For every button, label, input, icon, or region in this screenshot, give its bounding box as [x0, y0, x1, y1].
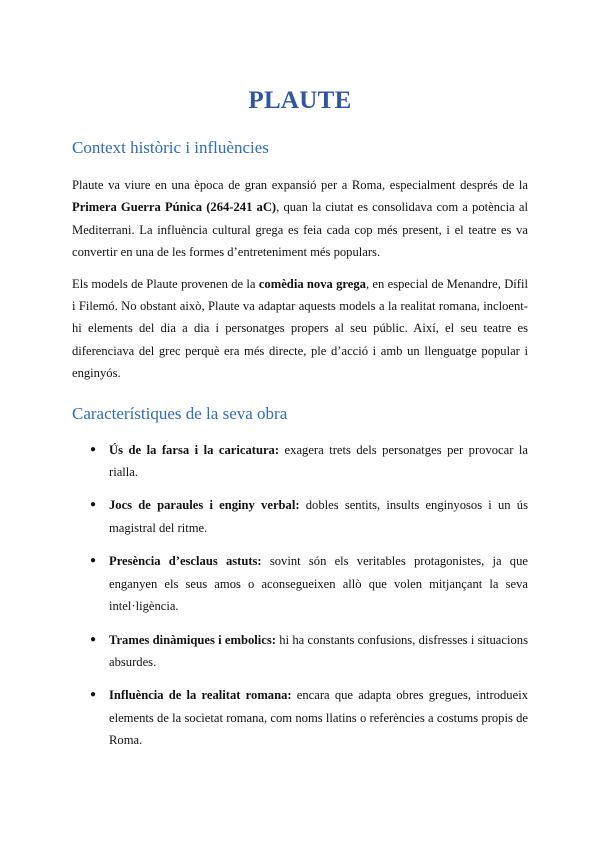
bullet-icon: ● — [90, 633, 97, 645]
bullet-icon: ● — [90, 499, 97, 511]
list-item-text: hi ha constants confusions, disfresses i situacions absurdes. — [109, 632, 528, 669]
paragraph-context-1 — [72, 174, 528, 264]
bullet-icon: ● — [90, 555, 97, 567]
page-title: PLAUTE — [248, 87, 352, 114]
paragraph-text: Plaute va viure en una època de gran expansió per a Roma, especialment després de la — [72, 178, 528, 192]
section-heading-context: Context històric i influències — [72, 138, 269, 157]
bullet-icon: ● — [90, 443, 97, 455]
list-item — [72, 629, 528, 674]
paragraph-bold: Primera Guerra Púnica (264-241 aC) — [72, 200, 277, 215]
list-item-lead: Presència d’esclaus astuts: — [109, 554, 262, 569]
list-item-text: encara que adapta obres gregues, introdueix elements de la societat romana, com noms llatins o referències a costums propis de Roma. — [109, 688, 528, 748]
paragraph-bold: comèdia nova grega — [258, 276, 366, 291]
list-item-text: exagera trets dels personatges per provocar la rialla. — [109, 442, 528, 480]
list-item-text: dobles sentits, insults enginyosos i un ús magistral del ritme. — [109, 498, 529, 535]
paragraph-context-2 — [72, 273, 528, 385]
characteristics-list — [72, 439, 528, 752]
paragraph-text: , quan la ciutat es consolidava com a potència al Mediterrani. La influència cultural grega es feia cada cop més present, i el teatre es va convertir en una de les formes d’entreteniment més populars. — [72, 200, 528, 260]
list-item — [72, 439, 528, 484]
section-heading-characteristics: Característiques de la seva obra — [72, 403, 288, 423]
list-item — [72, 550, 528, 617]
list-item — [72, 684, 528, 751]
list-item-text: sovint són els veritables protagonistes, ja que enganyen els seus amos o aconsegueixen allò que volen mitjançant la seva intel·ligència. — [109, 554, 528, 614]
list-item — [72, 494, 528, 539]
list-item-lead: Ús de la farsa i la caricatura: — [109, 442, 280, 457]
list-item-lead: Trames dinàmiques i embolics: — [109, 632, 276, 647]
list-item-lead: Influència de la realitat romana: — [109, 688, 292, 703]
bullet-icon: ● — [90, 689, 97, 701]
paragraph-text: Els models de Plaute provenen de la — [72, 276, 259, 291]
list-item-lead: Jocs de paraules i enginy verbal: — [109, 498, 300, 513]
paragraph-text: , en especial de Menandre, Dífil i Filemó. No obstant això, Plaute va adaptar aquests models a la realitat romana, incloent-hi elements del dia a dia i personatges propers al seu públic. Així, el seu teatre es diferenciava del grec perquè era més directe, ple d’acció i amb un llenguatge popular i enginyós. — [72, 276, 528, 381]
